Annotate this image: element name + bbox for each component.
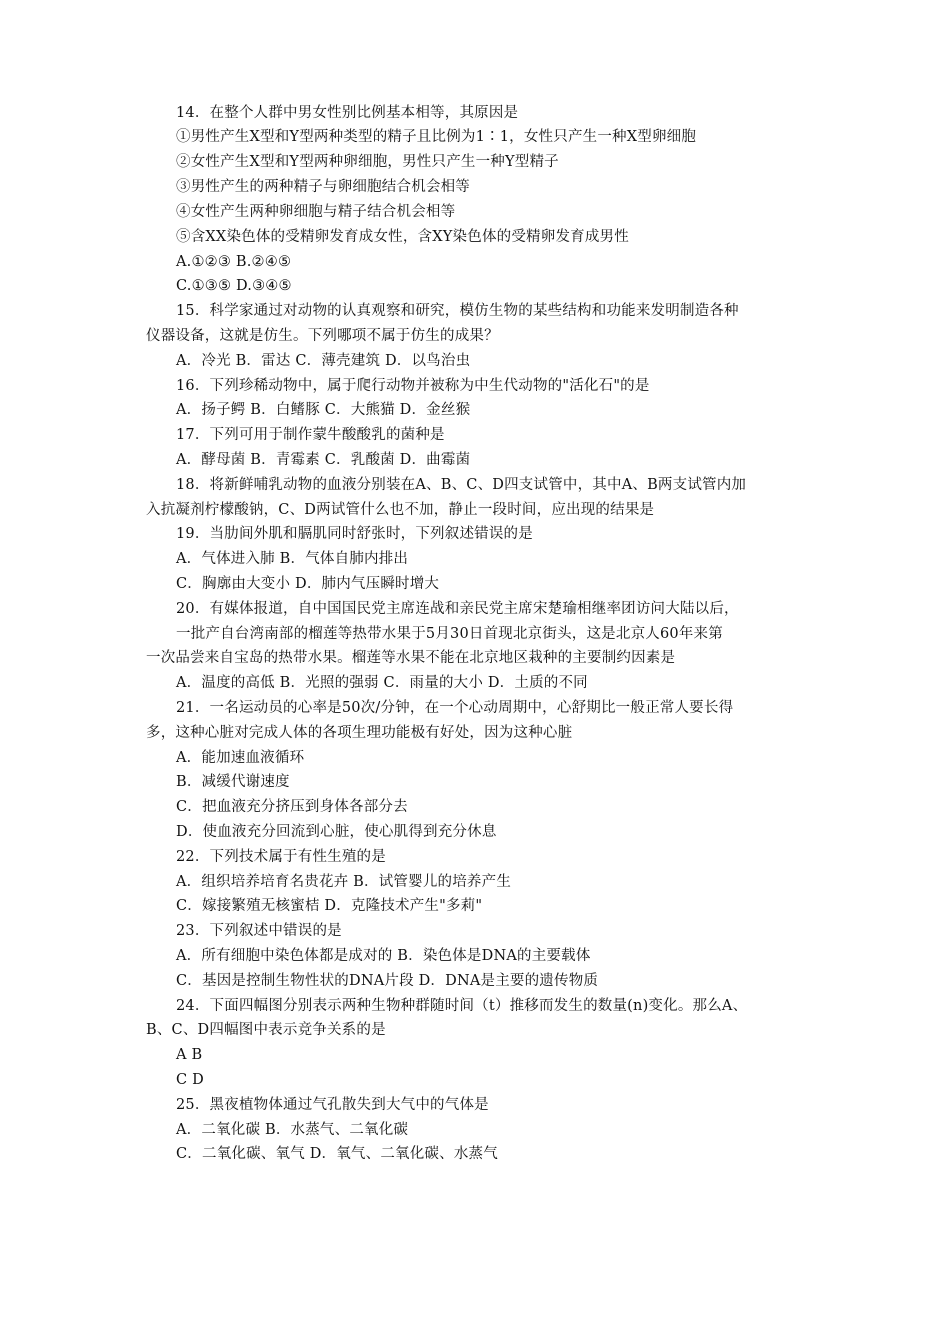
q16-options: A．扬子鳄 B．白鳍豚 C．大熊猫 D．金丝猴 [176, 402, 471, 418]
q23-options-ab: A．所有细胞中染色体都是成对的 B．染色体是DNA的主要载体 [176, 948, 591, 964]
q24-stem-line-2: B、C、D四幅图中表示竞争关系的是 [146, 1022, 386, 1038]
q18-stem-line-2: 入抗凝剂柠檬酸钠，C、D两试管什么也不加，静止一段时间，应出现的结果是 [146, 502, 655, 518]
q20-stem-line-2: 一批产自台湾南部的榴莲等热带水果于5月30日首现北京街头，这是北京人60年来第 [176, 626, 723, 642]
q15-stem-line-1: 15．科学家通过对动物的认真观察和研究，模仿生物的某些结构和功能来发明制造各种 [176, 303, 739, 319]
q14-options-ab: A.①②③ B.②④⑤ [176, 254, 292, 270]
q21-stem-line-1: 21．一名运动员的心率是50次/分钟，在一个心动周期中，心舒期比一般正常人要长得 [176, 700, 734, 716]
q16-stem: 16．下列珍稀动物中，属于爬行动物并被称为中生代动物的"活化石"的是 [176, 378, 650, 394]
q14-statement-2: ②女性产生X型和Y型两种卵细胞，男性只产生一种Y型精子 [176, 154, 559, 170]
q19-options-ab: A．气体进入肺 B．气体自肺内排出 [176, 551, 409, 567]
q20-options: A．温度的高低 B．光照的强弱 C．雨量的大小 D．土质的不同 [176, 675, 588, 691]
q17-options: A．酵母菌 B．青霉素 C．乳酸菌 D．曲霉菌 [176, 452, 471, 468]
q19-options-cd: C．胸廓由大变小 D．肺内气压瞬时增大 [176, 576, 440, 592]
q14-statement-4: ④女性产生两种卵细胞与精子结合机会相等 [176, 204, 456, 220]
q23-stem: 23．下列叙述中错误的是 [176, 923, 342, 939]
q22-options-cd: C．嫁接繁殖无核蜜桔 D．克隆技术产生"多莉" [176, 898, 483, 914]
q14-options-cd: C.①③⑤ D.③④⑤ [176, 278, 292, 294]
q21-option-a: A．能加速血液循环 [176, 750, 305, 766]
q21-option-c: C．把血液充分挤压到身体各部分去 [176, 799, 408, 815]
q17-stem: 17．下列可用于制作蒙牛酸酸乳的菌种是 [176, 427, 445, 443]
q21-option-d: D．使血液充分回流到心脏，使心肌得到充分休息 [176, 824, 497, 840]
q15-options: A．冷光 B．雷达 C．薄壳建筑 D．以鸟治虫 [176, 353, 471, 369]
q15-stem-line-2: 仪器设备，这就是仿生。下列哪项不属于仿生的成果？ [146, 328, 499, 344]
q25-options-cd: C．二氧化碳、氧气 D．氧气、二氧化碳、水蒸气 [176, 1146, 498, 1162]
q14-statement-5: ⑤含XX染色体的受精卵发育成女性，含XY染色体的受精卵发育成男性 [176, 229, 629, 245]
q20-stem-line-3: 一次品尝来自宝岛的热带水果。榴莲等水果不能在北京地区栽种的主要制约因素是 [146, 650, 676, 666]
q14-stem: 14．在整个人群中男女性别比例基本相等，其原因是 [176, 105, 519, 121]
q24-figure-labels-ab: A B [176, 1047, 203, 1063]
q25-stem: 25．黑夜植物体通过气孔散失到大气中的气体是 [176, 1097, 489, 1113]
q25-options-ab: A．二氧化碳 B．水蒸气、二氧化碳 [176, 1122, 409, 1138]
q18-stem-line-1: 18．将新鲜哺乳动物的血液分别装在A、B、C、D四支试管中，其中A、B两支试管内加 [176, 477, 747, 493]
q23-options-cd: C．基因是控制生物性状的DNA片段 D．DNA是主要的遗传物质 [176, 973, 599, 989]
q24-stem-line-1: 24．下面四幅图分别表示两种生物种群随时间（t）推移而发生的数量(n)变化。那么A、 [176, 998, 748, 1014]
q21-option-b: B．减缓代谢速度 [176, 774, 290, 790]
q21-stem-line-2: 多，这种心脏对完成人体的各项生理功能极有好处，因为这种心脏 [146, 725, 573, 741]
q14-statement-1: ①男性产生X型和Y型两种类型的精子且比例为1∶1，女性只产生一种X型卵细胞 [176, 129, 697, 145]
q19-stem: 19．当肋间外肌和膈肌同时舒张时，下列叙述错误的是 [176, 526, 533, 542]
q14-statement-3: ③男性产生的两种精子与卵细胞结合机会相等 [176, 179, 470, 195]
q20-stem-line-1: 20．有媒体报道，自中国国民党主席连战和亲民党主席宋楚瑜相继率团访问大陆以后， [176, 601, 739, 617]
q22-stem: 22．下列技术属于有性生殖的是 [176, 849, 386, 865]
q24-figure-labels-cd: C D [176, 1072, 204, 1088]
q22-options-ab: A．组织培养培育名贵花卉 B．试管婴儿的培养产生 [176, 874, 512, 890]
